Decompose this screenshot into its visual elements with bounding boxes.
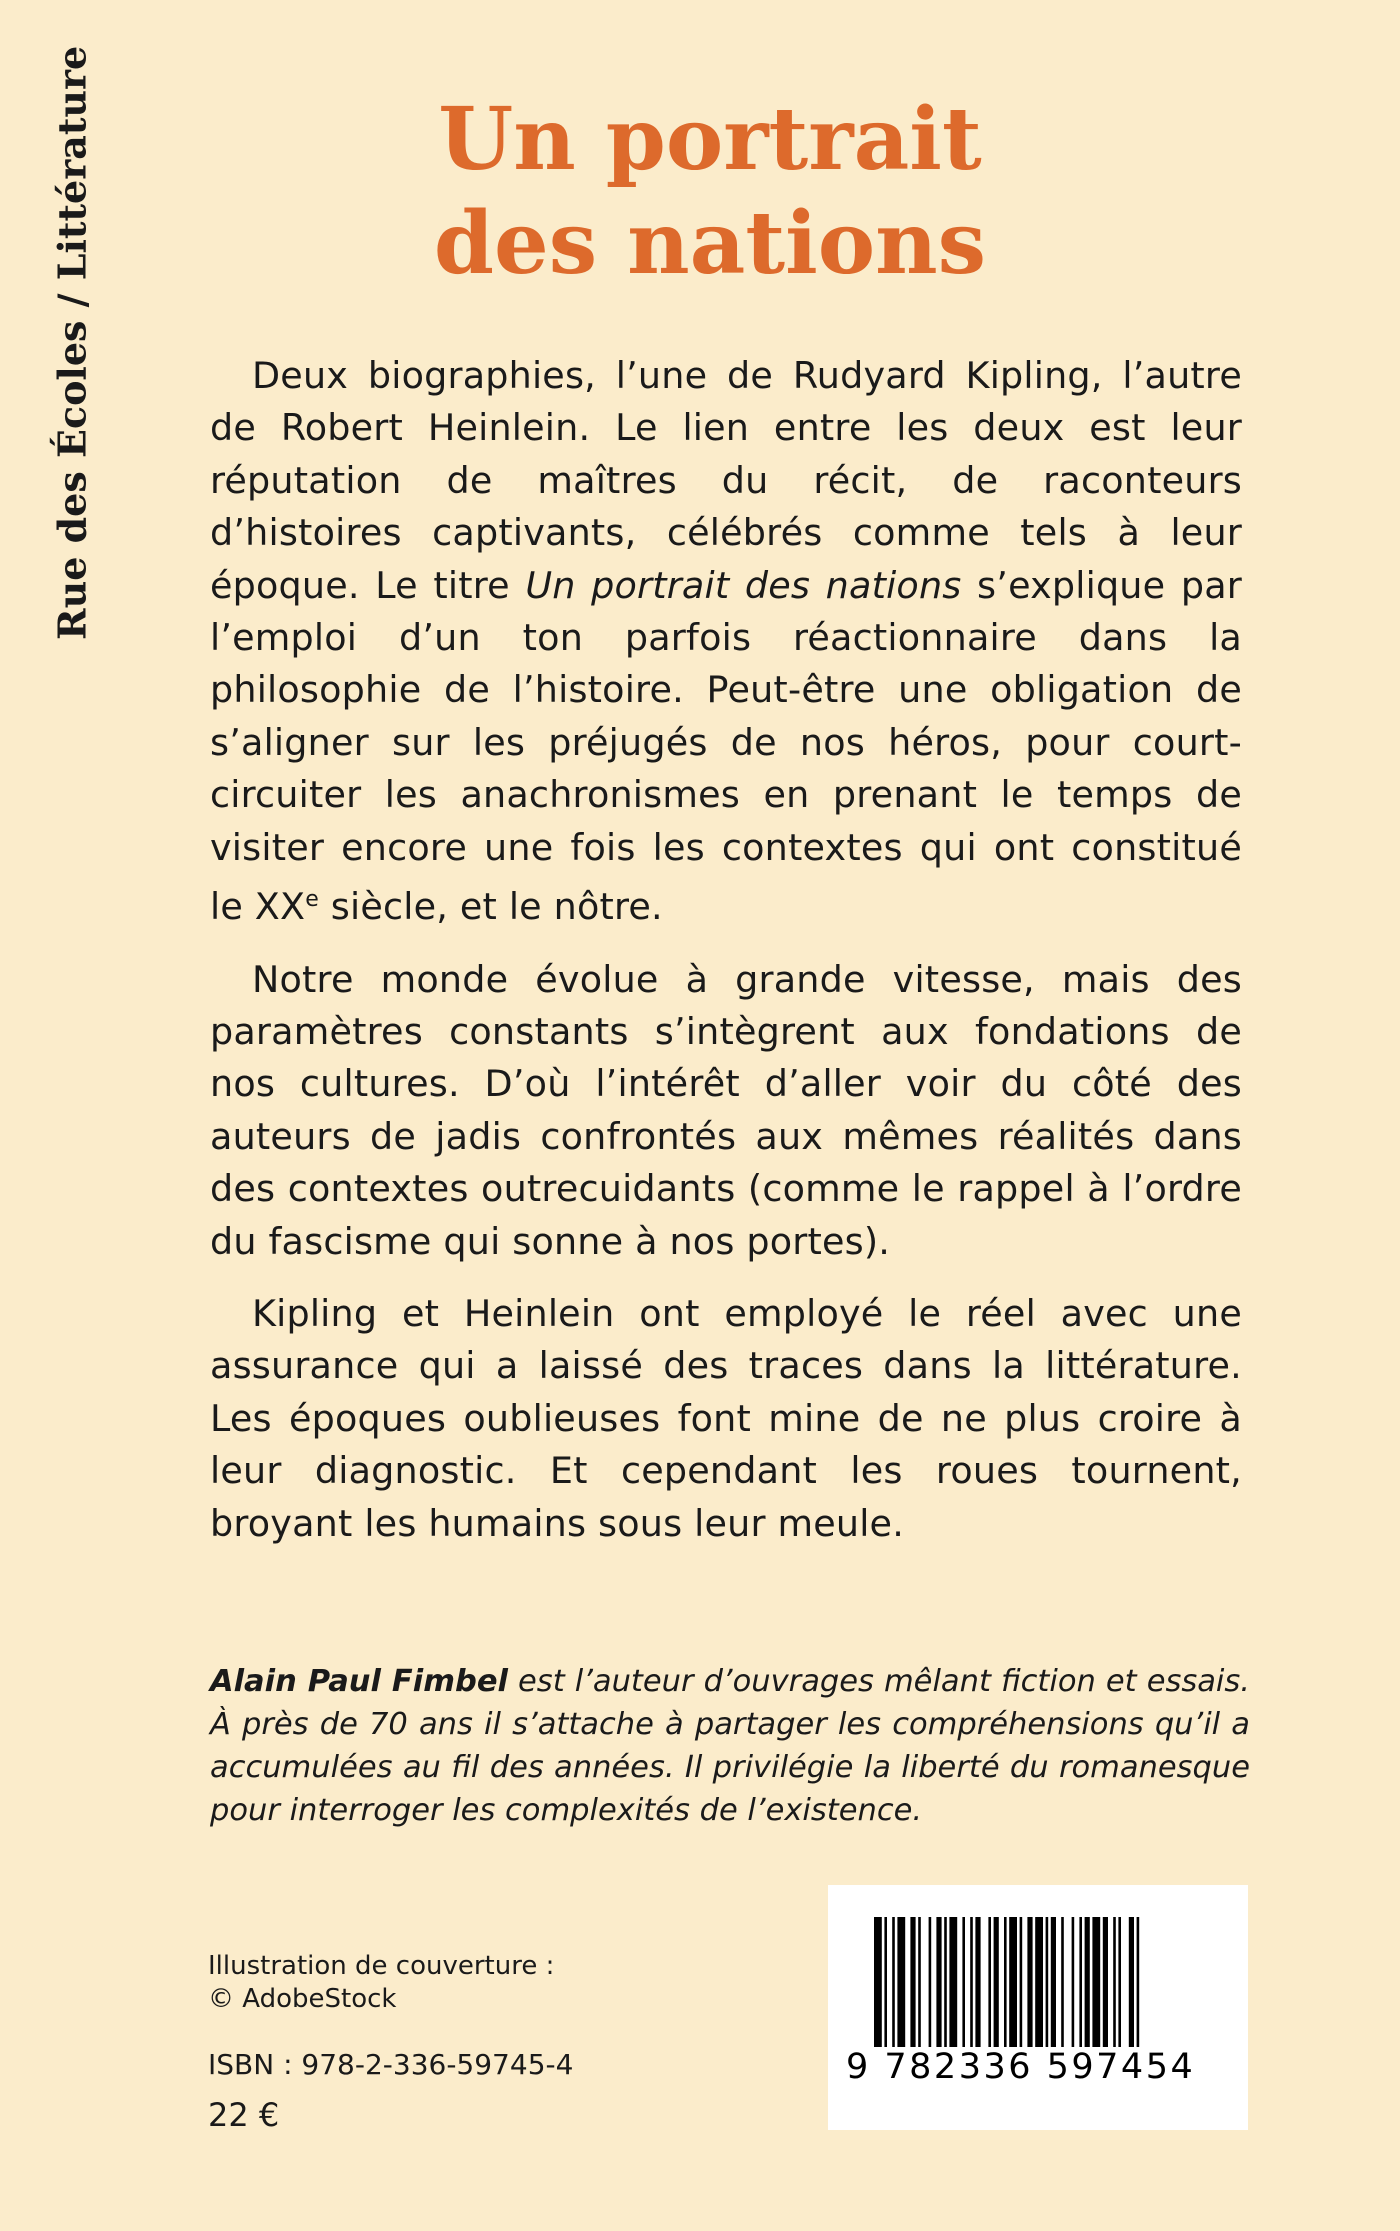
blurb-p1-start: Deux biographies, l’une de Rudyard Kipling, l’autre de Robert Heinlein. Le lien entre les deux est leur réputation de maîtres du récit, de raconteurs d’histoires captivants, célébrés comme tels à leur époque. Le titre bbox=[210, 354, 1242, 607]
isbn: ISBN : 978-2-336-59745-4 bbox=[208, 2048, 574, 2081]
barcode-bar bbox=[970, 1917, 973, 2047]
author-bio-text: est l’auteur d’ouvrages mêlant fiction et essais. À près de 70 ans il s’attache à partager les compréhensions qu’il a accumulées au fil des années. Il privilégie la liberté du romanesque pour interroger les complexités de l’existence. bbox=[210, 1664, 1250, 1828]
barcode-bars bbox=[874, 1917, 1204, 2047]
blurb-p1-end: siècle, et le nôtre. bbox=[318, 885, 663, 929]
price: 22 € bbox=[208, 2096, 280, 2134]
barcode-bar bbox=[949, 1917, 957, 2047]
barcode-bar bbox=[1046, 1917, 1049, 2047]
barcode-bar bbox=[994, 1917, 999, 2047]
barcode-bar bbox=[918, 1917, 921, 2047]
barcode-bar bbox=[1035, 1917, 1043, 2047]
barcode-bar bbox=[1137, 1917, 1140, 2047]
barcode-bar bbox=[1027, 1917, 1032, 2047]
series-name: Rue des Écoles / Littérature bbox=[49, 45, 95, 640]
author-name: Alain Paul Fimbel bbox=[210, 1664, 508, 1699]
barcode-bar bbox=[910, 1917, 915, 2047]
barcode-bar bbox=[1004, 1917, 1007, 2047]
author-bio bbox=[210, 1660, 1250, 1832]
cover-credits bbox=[208, 1950, 708, 2016]
title-line-1: Un portrait bbox=[438, 89, 982, 190]
barcode-bar bbox=[874, 1917, 882, 2047]
barcode-bar bbox=[1092, 1917, 1100, 2047]
spine-label bbox=[40, 45, 104, 640]
barcode-bar bbox=[892, 1917, 895, 2047]
barcode-bar bbox=[1113, 1917, 1116, 2047]
barcode-bar bbox=[1051, 1917, 1056, 2047]
blurb bbox=[210, 350, 1242, 1570]
credits-line-2: © AdobeStock bbox=[208, 1984, 397, 2014]
barcode-bar bbox=[897, 1917, 905, 2047]
blurb-p1-italic-title: Un portrait des nations bbox=[525, 563, 962, 607]
title-line-2: des nations bbox=[433, 193, 987, 294]
barcode-bar bbox=[988, 1917, 991, 2047]
barcode-bar bbox=[1009, 1917, 1017, 2047]
barcode-bar bbox=[1061, 1917, 1064, 2047]
blurb-p1-middle: s’explique par l’emploi d’un ton parfois réactionnaire dans la philosophie de l’histoire. Peut-être une obligation de s’aligner sur les préjugés de nos héros, pour court-circuiter les anachronismes en prenant le temps de visiter encore une fois les contextes qui ont constitué le XX bbox=[210, 563, 1242, 929]
credits-line-1: Illustration de couverture : bbox=[208, 1951, 555, 1981]
barcode-digits: 9 782336 597454 bbox=[846, 2047, 1196, 2087]
blurb-paragraph-2: Notre monde évolue à grande vitesse, mais des paramètres constants s’intègrent aux fondations de nos cultures. D’où l’intérêt d’aller voir du côté des auteurs de jadis confrontés aux mêmes réalités dans des contextes outrecuidants (comme le rappel à l’ordre du fascisme qui sonne à nos portes). bbox=[210, 957, 1242, 1263]
barcode-bar bbox=[1129, 1917, 1134, 2047]
barcode-bar bbox=[936, 1917, 941, 2047]
barcode-bar bbox=[944, 1917, 947, 2047]
barcode-bar bbox=[884, 1917, 887, 2047]
barcode-bar bbox=[929, 1917, 932, 2047]
blurb-paragraph-3: Kipling et Heinlein ont employé le réel avec une assurance qui a laissé des traces dans la littérature. Les époques oublieuses font mine de ne plus croire à leur diagnostic. Et cependant les roues tournent, broyant les humains sous leur meule. bbox=[210, 1292, 1242, 1545]
barcode-bar bbox=[1079, 1917, 1082, 2047]
barcode-bar bbox=[1103, 1917, 1108, 2047]
barcode-bar bbox=[1020, 1917, 1023, 2047]
century-superscript: e bbox=[305, 887, 319, 913]
barcode-bar bbox=[1118, 1917, 1121, 2047]
barcode-bar bbox=[1072, 1917, 1075, 2047]
barcode-bar bbox=[962, 1917, 965, 2047]
barcode-bar bbox=[1085, 1917, 1090, 2047]
barcode bbox=[828, 1885, 1248, 2130]
blurb-paragraph-1 bbox=[210, 350, 1242, 934]
barcode-bar bbox=[975, 1917, 980, 2047]
book-title bbox=[210, 88, 1210, 296]
